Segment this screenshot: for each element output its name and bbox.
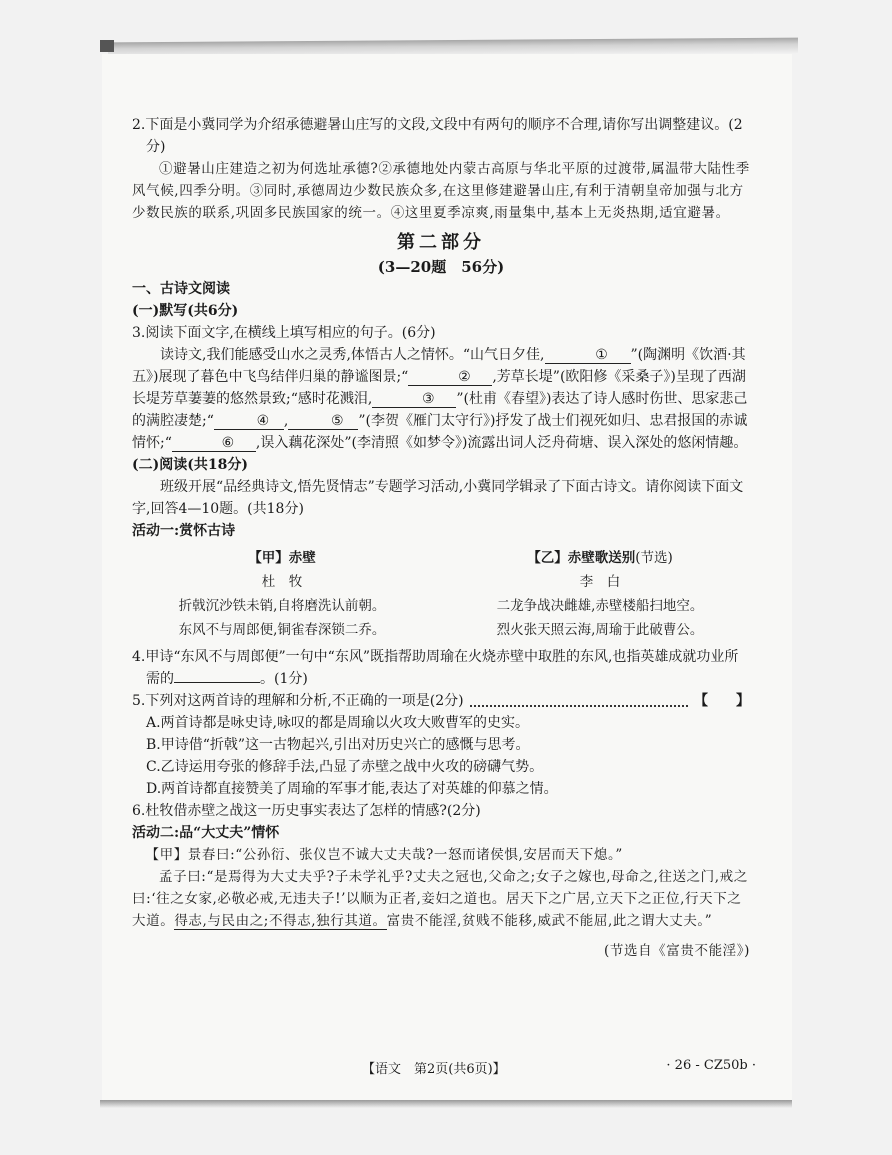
leader-dots <box>470 695 688 707</box>
q3-text-4: ”(杜甫《春望》)表达了诗人感时伤世、思家悲己的满腔凄楚;“ <box>132 391 748 429</box>
question-5-stem: 5.下列对这两首诗的理解和分析,不正确的一项是(2分) <box>132 693 464 709</box>
subsection-dictation: (一)默写(共6分) <box>132 303 239 319</box>
reading-intro: 班级开展“品经典诗文,悟先贤情志”专题学习活动,小冀同学辑录了下面古诗文。请你阅读下面文字,回答4—10题。(共18分) <box>132 479 744 517</box>
part-subtitle: (3—20题 56分) <box>377 258 505 276</box>
answer-blank-2[interactable]: ② <box>408 369 492 386</box>
q3-text-1: 读诗文,我们能感受山水之灵秀,体悟古人之情怀。“山气日夕佳, <box>160 347 545 363</box>
choice-a: A.两首诗都是咏史诗,咏叹的都是周瑜以火攻大败曹军的史实。 <box>146 715 530 731</box>
mencius-passage-1: 【甲】景春曰:“公孙衍、张仪岂不诚大丈夫哉?一怒而诸侯惧,安居而天下熄。” <box>145 847 623 863</box>
poem-b-line-2: 烈火张天照云海,周瑜于此破曹公。 <box>496 622 704 638</box>
scan-corner-mark <box>100 40 114 52</box>
choice-c: C.乙诗运用夸张的修辞手法,凸显了赤壁之战中火攻的磅礴气势。 <box>146 759 544 775</box>
answer-blank-q4[interactable] <box>174 682 260 683</box>
part-title: 第二部分 <box>397 232 485 253</box>
answer-blank-6[interactable]: ⑥ <box>172 435 256 452</box>
page-content <box>132 114 750 962</box>
answer-bracket-q5[interactable]: 【 】 <box>694 693 750 709</box>
activity-2-title: 活动二:品“大丈夫”情怀 <box>132 825 280 841</box>
activity-1-title: 活动一:赏怀古诗 <box>132 523 236 539</box>
poem-a-line-1: 折戟沉沙铁未销,自将磨洗认前朝。 <box>178 598 386 614</box>
answer-blank-4[interactable]: ④ <box>214 413 284 430</box>
poems-block <box>132 546 750 642</box>
question-5-row <box>132 690 750 712</box>
poem-a-author: 杜 牧 <box>261 574 303 590</box>
q3-text-2: ”(陶渊明《饮酒·其五》)展现了暮色中飞鸟结伴归巢的静谧图景;“ <box>132 347 746 385</box>
choice-d: D.两首诗都直接赞美了周瑜的军事才能,表达了对英雄的仰慕之情。 <box>146 781 558 797</box>
passage-source: (节选自《富贵不能淫》) <box>604 943 750 959</box>
poem-a <box>132 546 432 642</box>
poem-a-title: 【甲】赤壁 <box>248 550 316 566</box>
section-1-title: 一、古诗文阅读 <box>132 281 230 297</box>
answer-blank-5[interactable]: ⑤ <box>288 413 358 430</box>
poem-b-heading <box>450 546 750 570</box>
poem-b <box>450 546 750 642</box>
poem-b-title: 【乙】赤壁歌送别 <box>527 550 636 566</box>
scan-bottom-edge <box>100 1100 792 1108</box>
q3-text-7: ,误入藕花深处”(李清照《如梦令》)流露出词人泛舟荷塘、误入深处的悠闲情趣。 <box>255 435 748 451</box>
footer-page-info: 【语文 第2页(共6页)】 <box>362 1062 506 1077</box>
poem-b-note: (节选) <box>635 550 673 566</box>
subsection-reading: (二)阅读(共18分) <box>132 457 248 473</box>
footer-code: · 26 - CZ50b · <box>666 1058 756 1073</box>
mencius-text-a: 孟子曰:“是焉得为大丈夫乎?子未学礼乎?丈夫之冠也,父命之;女子之嫁也,母命之,往送之门,戒之曰:‘往之女家,必敬必戒,无违夫子!’以顺为正者,妾妇之道也。居天下之广居,立天下之正位,行天下之大道。 <box>132 869 748 929</box>
question-2-stem: 2.下面是小冀同学为介绍承德避暑山庄写的文段,文段中有两句的顺序不合理,请你写出调整建议。(2分) <box>132 117 743 155</box>
mencius-text-b: 富贵不能淫,贫贱不能移,威武不能屈,此之谓大丈夫。” <box>386 913 713 929</box>
poem-a-line-2: 东风不与周郎便,铜雀春深锁二乔。 <box>178 622 386 638</box>
question-4 <box>132 646 750 690</box>
question-4-end: 。(1分) <box>260 671 308 687</box>
exam-page <box>102 54 792 1100</box>
answer-blank-3[interactable]: ③ <box>372 391 456 408</box>
poem-b-author: 李 白 <box>579 574 621 590</box>
question-6: 6.杜牧借赤壁之战这一历史事实表达了怎样的情感?(2分) <box>132 803 481 819</box>
poem-b-line-1: 二龙争战决雌雄,赤壁楼船扫地空。 <box>496 598 704 614</box>
question-4-stem: 4.甲诗“东风不与周郎便”一句中“东风”既指帮助周瑜在火烧赤壁中取胜的东风,也指英雄成就功业所需的 <box>132 649 739 687</box>
question-3-stem: 3.阅读下面文字,在横线上填写相应的句子。(6分) <box>132 325 436 341</box>
answer-blank-1[interactable]: ① <box>545 347 631 364</box>
mencius-underlined-sentence: 得志,与民由之;不得志,独行其道。 <box>174 913 387 929</box>
choice-b: B.甲诗借“折戟”这一古物起兴,引出对历史兴亡的感慨与思考。 <box>146 737 530 753</box>
q3-text-3: ,芳草长堤”(欧阳修《采桑子》)呈现了西湖长堤芳草萋萋的悠然景致;“感时花溅泪, <box>132 369 746 407</box>
q3-text-5: , <box>283 413 289 429</box>
mencius-passage-2 <box>132 866 750 932</box>
question-3-text <box>132 344 750 454</box>
q3-text-6: ”(李贺《雁门太守行》)抒发了战士们视死如归、忠君报国的赤诚情怀;“ <box>132 413 748 451</box>
question-2-passage: ①避暑山庄建造之初为何选址承德?②承德地处内蒙古高原与华北平原的过渡带,属温带大陆性季风气候,四季分明。③同时,承德周边少数民族众多,在这里修建避暑山庄,有利于清朝皇帝加强与北方少数民族的联系,巩固多民族国家的统一。④这里夏季凉爽,雨量集中,基本上无炎热期,适宜避暑。 <box>132 161 750 221</box>
